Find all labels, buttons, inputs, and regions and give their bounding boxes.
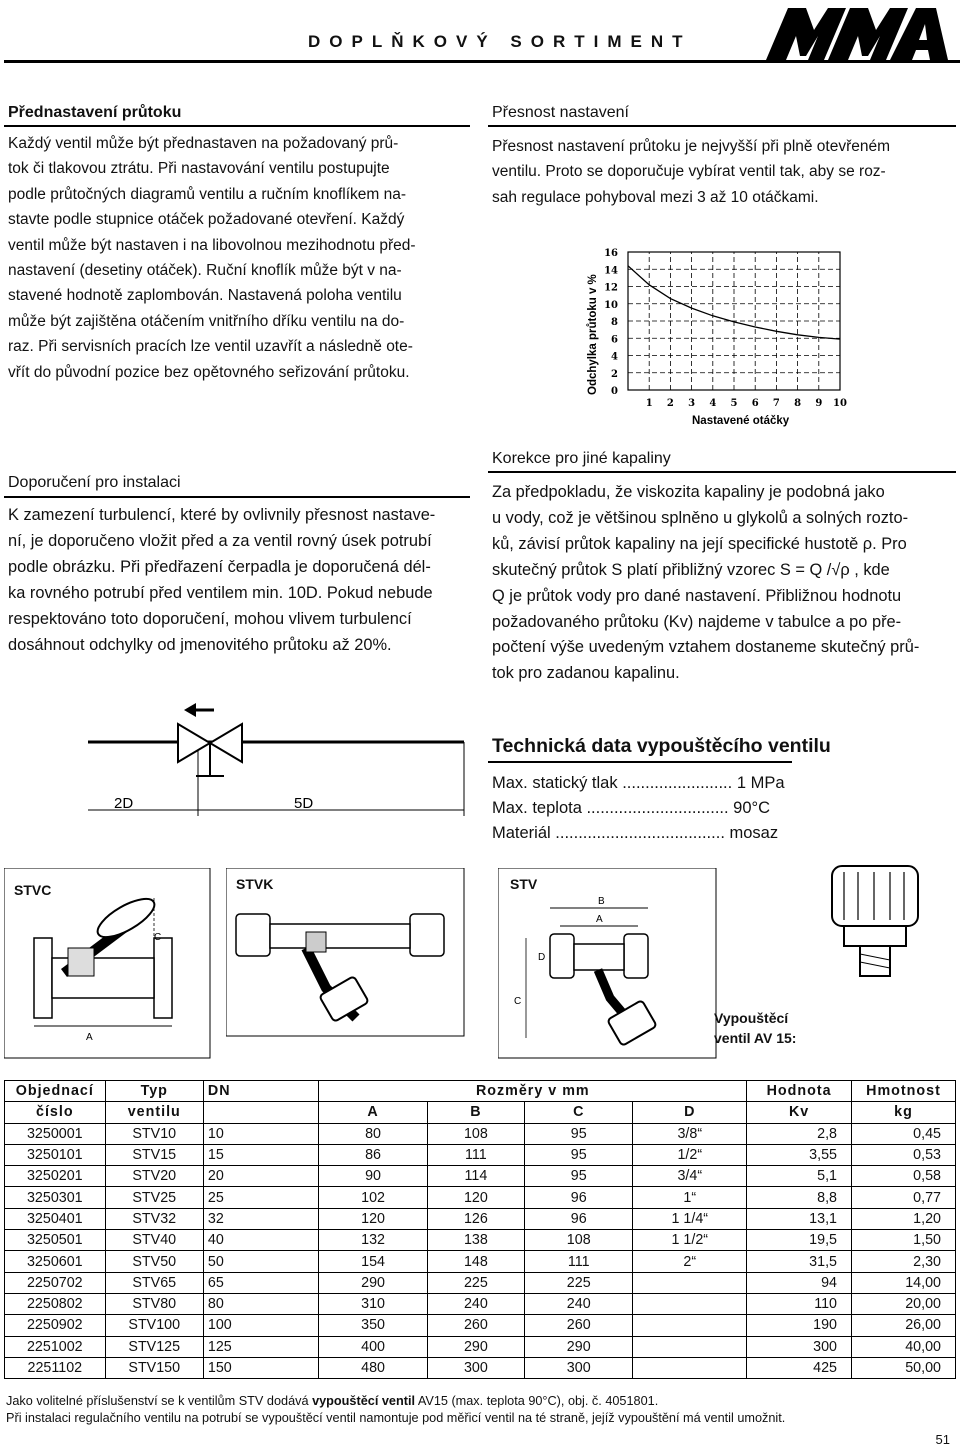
- table-cell: 108: [427, 1123, 524, 1144]
- table-cell: 3250001: [5, 1123, 106, 1144]
- table-cell: 0,58: [852, 1166, 956, 1187]
- table-cell: 240: [525, 1293, 633, 1314]
- valve-data-table: [4, 1080, 956, 1379]
- table-cell: 225: [525, 1272, 633, 1293]
- text-line: K zamezení turbulencí, které by ovlivnily přesnost nastave-: [8, 506, 436, 524]
- table-cell: 154: [319, 1251, 427, 1272]
- accuracy-underline: [488, 125, 956, 127]
- text-line: respektováno toto doporučení, mohou vlivem turbulencí: [8, 609, 412, 628]
- table-cell: 20: [203, 1166, 319, 1187]
- table-cell: 350: [319, 1315, 427, 1336]
- chart-x-tick-label: 6: [751, 398, 759, 409]
- table-cell: STV50: [105, 1251, 203, 1272]
- table-cell: 290: [525, 1336, 633, 1357]
- text-line: podle obrázku. Při předřazení čerpadla je doporučená dél-: [8, 557, 431, 576]
- table-cell: 110: [747, 1293, 852, 1314]
- table-cell: [633, 1336, 747, 1357]
- spec-row-pressure: Max. statický tlak ........................ 1 MPa: [492, 774, 785, 792]
- table-cell: 86: [319, 1144, 427, 1165]
- table-cell: 15: [203, 1144, 319, 1165]
- table-row: [5, 1230, 956, 1251]
- figure-stv-label: STV: [510, 876, 538, 892]
- table-row: [5, 1272, 956, 1293]
- chart-x-tick-label: 5: [730, 398, 738, 409]
- correction-underline: [488, 471, 956, 473]
- table-row: [5, 1166, 956, 1187]
- page-number: 51: [935, 1432, 950, 1447]
- chart-y-tick-label: 14: [604, 265, 618, 277]
- table-header-cell: kg: [852, 1102, 956, 1123]
- footer-note-2: Při instalaci regulačního ventilu na potrubí se vypouštěcí ventil namontuje pod měřicí ventil na té straně, jejíž vypouštění má ventil umožnit.: [6, 1411, 786, 1425]
- table-header-row: [5, 1081, 956, 1102]
- table-cell: 138: [427, 1230, 524, 1251]
- table-header-cell: C: [525, 1102, 633, 1123]
- dimension-2d-label: 2D: [114, 795, 134, 812]
- text-line: ní, je doporučeno vložit před a za ventil rovný úsek potrubí: [8, 531, 432, 550]
- table-cell: 125: [203, 1336, 319, 1357]
- table-cell: 96: [525, 1208, 633, 1229]
- preset-heading: Přednastavení průtoku: [8, 104, 182, 121]
- table-cell: 2250802: [5, 1293, 106, 1314]
- chart-y-tick-label: 10: [604, 299, 618, 311]
- drain-valve-label: [714, 1008, 796, 1048]
- chart-x-tick-label: 8: [794, 398, 802, 409]
- table-cell: 0,53: [852, 1144, 956, 1165]
- chart-x-tick-label: 9: [815, 398, 823, 409]
- table-cell: 132: [319, 1230, 427, 1251]
- installation-diagram: [88, 700, 468, 820]
- table-cell: 240: [427, 1293, 524, 1314]
- text-line: skutečný průtok S platí přibližný vzorec S = Q /√ρ , kde: [492, 560, 890, 579]
- table-cell: 1 1/2“: [633, 1230, 747, 1251]
- correction-heading: Korekce pro jiné kapaliny: [492, 450, 671, 467]
- table-cell: STV150: [105, 1357, 203, 1378]
- chart-y-tick-label: 2: [611, 368, 618, 380]
- dimension-a-label: A: [596, 914, 603, 925]
- chart-x-axis-label: Nastavené otáčky: [692, 415, 790, 427]
- table-cell: [633, 1293, 747, 1314]
- table-cell: STV15: [105, 1144, 203, 1165]
- table-cell: 100: [203, 1315, 319, 1336]
- table-cell: 290: [427, 1336, 524, 1357]
- table-cell: 96: [525, 1187, 633, 1208]
- correction-paragraph: [492, 480, 958, 687]
- chart-y-tick-label: 6: [611, 334, 618, 346]
- table-cell: 225: [427, 1272, 524, 1293]
- table-cell: STV25: [105, 1187, 203, 1208]
- table-cell: 90: [319, 1166, 427, 1187]
- table-header-row: [5, 1102, 956, 1123]
- text-line: tok či tlakovou ztrátu. Při nastavování ventilu postupujte: [8, 160, 390, 178]
- table-cell: 0,77: [852, 1187, 956, 1208]
- table-cell: 3250601: [5, 1251, 106, 1272]
- table-cell: 10: [203, 1123, 319, 1144]
- table-cell: 480: [319, 1357, 427, 1378]
- table-row: [5, 1144, 956, 1165]
- tech-data-heading: Technická data vypouštěcího ventilu: [492, 735, 831, 757]
- table-cell: 3,55: [747, 1144, 852, 1165]
- table-row: [5, 1251, 956, 1272]
- text-line: ventilu. Proto se doporučuje vybírat ventil tak, aby se roz-: [492, 163, 886, 181]
- table-cell: 108: [525, 1230, 633, 1251]
- table-cell: STV65: [105, 1272, 203, 1293]
- stv-valve-drawing: [498, 868, 718, 1060]
- table-cell: 95: [525, 1166, 633, 1187]
- table-cell: 300: [747, 1336, 852, 1357]
- table-cell: 20,00: [852, 1293, 956, 1314]
- footer-note-1: Jako volitelné příslušenství se k ventilům STV dodává vypouštěcí ventil AV15 (max. teplota 90°C), obj. č. 4051801.: [6, 1394, 659, 1408]
- preset-underline: [4, 125, 470, 127]
- table-cell: STV10: [105, 1123, 203, 1144]
- text-line: ventil může být nastaven i na libovolnou mezihodnotu před-: [8, 236, 416, 254]
- text-line: sah regulace pohyboval mezi 3 až 10 otáčkami.: [492, 188, 819, 206]
- table-cell: [633, 1272, 747, 1293]
- install-heading: Doporučení pro instalaci: [8, 474, 181, 491]
- table-row: [5, 1357, 956, 1378]
- table-header-cell: Rozměry v mm: [319, 1081, 747, 1102]
- text-line: Q je průtok vody pro dané nastavení. Přibližnou hodnotu: [492, 586, 902, 605]
- chart-y-tick-label: 8: [611, 317, 618, 328]
- table-cell: 260: [525, 1315, 633, 1336]
- table-cell: 13,1: [747, 1208, 852, 1229]
- table-cell: 40: [203, 1230, 319, 1251]
- text-line: může být zajištěna otáčením vnitřního dříku ventilu na do-: [8, 312, 405, 330]
- company-logo: [766, 8, 956, 65]
- table-row: [5, 1208, 956, 1229]
- table-cell: 290: [319, 1272, 427, 1293]
- text-line: dosáhnout odchylky od jmenovitého průtoku až 20%.: [8, 635, 392, 654]
- table-cell: 2250702: [5, 1272, 106, 1293]
- table-header-cell: D: [633, 1102, 747, 1123]
- chart-x-tick-label: 2: [666, 398, 674, 409]
- table-cell: STV32: [105, 1208, 203, 1229]
- table-cell: 2251102: [5, 1357, 106, 1378]
- chart-y-tick-label: 4: [611, 351, 618, 363]
- dimension-c-label: C: [154, 932, 162, 943]
- table-cell: 31,5: [747, 1251, 852, 1272]
- text-line: nastavení (desetiny otáček). Ruční knoflík může být v na-: [8, 262, 402, 280]
- table-cell: 80: [319, 1123, 427, 1144]
- chart-y-tick-label: 12: [604, 282, 618, 294]
- table-header-cell: Hmotnost: [852, 1081, 956, 1102]
- table-cell: 2,30: [852, 1251, 956, 1272]
- table-cell: 95: [525, 1144, 633, 1165]
- table-header-cell: Objednací: [5, 1081, 106, 1102]
- table-cell: 65: [203, 1272, 319, 1293]
- table-row: [5, 1336, 956, 1357]
- table-cell: 2,8: [747, 1123, 852, 1144]
- accuracy-heading: Přesnost nastavení: [492, 104, 629, 121]
- table-cell: 0,45: [852, 1123, 956, 1144]
- chart-y-tick-label: 16: [604, 248, 618, 259]
- table-cell: 260: [427, 1315, 524, 1336]
- install-paragraph: [8, 503, 476, 658]
- table-cell: 80: [203, 1293, 319, 1314]
- text-line: stavte podle stupnice otáček požadované otevření. Každý: [8, 211, 405, 229]
- table-header-cell: DN: [203, 1081, 319, 1102]
- table-cell: 1“: [633, 1187, 747, 1208]
- dimension-c-label: C: [514, 996, 522, 1007]
- table-cell: STV20: [105, 1166, 203, 1187]
- table-cell: 111: [427, 1144, 524, 1165]
- table-cell: 111: [525, 1251, 633, 1272]
- table-cell: 32: [203, 1208, 319, 1229]
- table-cell: 148: [427, 1251, 524, 1272]
- text-line: Za předpokladu, že viskozita kapaliny je podobná jako: [492, 483, 885, 501]
- text-line: požadovaného průtoku (Kv) najdeme v tabulce a po pře-: [492, 612, 902, 631]
- spec-row-material: Materiál ..................................... mosaz: [492, 824, 779, 842]
- stvc-valve-drawing: [4, 868, 212, 1060]
- table-cell: STV100: [105, 1315, 203, 1336]
- table-cell: 50,00: [852, 1357, 956, 1378]
- table-row: [5, 1123, 956, 1144]
- table-cell: 95: [525, 1123, 633, 1144]
- table-header-cell: B: [427, 1102, 524, 1123]
- table-cell: 8,8: [747, 1187, 852, 1208]
- text-line: počtení výše uvedeným vztahem dostaneme skutečný prů-: [492, 638, 920, 657]
- chart-x-tick-label: 4: [709, 398, 717, 409]
- chart-y-axis-label: Odchylka průtoku v %: [587, 274, 599, 395]
- dimension-b-label: B: [598, 896, 605, 907]
- drain-valve-av15-drawing: [804, 860, 940, 980]
- dimension-d-label: D: [538, 952, 546, 963]
- table-cell: 1,20: [852, 1208, 956, 1229]
- table-header-cell: A: [319, 1102, 427, 1123]
- table-cell: 2250902: [5, 1315, 106, 1336]
- table-cell: 1/2“: [633, 1144, 747, 1165]
- text-line: Přesnost nastavení průtoku je nejvyšší při plně otevřeném: [492, 138, 891, 155]
- text-line: ků, závisí průtok kapaliny na její specifické hustotě ρ. Pro: [492, 534, 907, 553]
- text-line: vřít do původní pozice bez opětovného seřizování průtoku.: [8, 363, 410, 381]
- table-cell: 3250101: [5, 1144, 106, 1165]
- chart-y-tick-label: 0: [611, 386, 618, 397]
- text-line: tok pro zadanou kapalinu.: [492, 664, 680, 683]
- table-cell: 120: [427, 1187, 524, 1208]
- text-line: podle průtočných diagramů ventilu a ručním knoflíkem na-: [8, 185, 407, 203]
- table-cell: 25: [203, 1187, 319, 1208]
- valve-symbol: [178, 724, 210, 762]
- table-cell: 310: [319, 1293, 427, 1314]
- preset-paragraph: [8, 131, 474, 385]
- text-line: ventil AV 15:: [714, 1030, 797, 1046]
- text-line: Každý ventil může být přednastaven na požadovaný prů-: [8, 135, 399, 152]
- table-header-cell: Typ: [105, 1081, 203, 1102]
- table-header-cell: Kv: [747, 1102, 852, 1123]
- table-header-cell: [203, 1102, 319, 1123]
- text-line: raz. Při servisních pracích lze ventil uzavřít a následně ote-: [8, 338, 413, 356]
- table-row: [5, 1187, 956, 1208]
- text-line: Vypouštěcí: [714, 1010, 789, 1026]
- table-cell: 26,00: [852, 1315, 956, 1336]
- table-cell: 114: [427, 1166, 524, 1187]
- table-cell: 120: [319, 1208, 427, 1229]
- table-cell: [633, 1315, 747, 1336]
- tech-data-underline: [488, 761, 792, 763]
- table-row: [5, 1315, 956, 1336]
- table-cell: 3250201: [5, 1166, 106, 1187]
- table-cell: [633, 1357, 747, 1378]
- table-cell: STV125: [105, 1336, 203, 1357]
- spec-row-temperature: Max. teplota ............................... 90°C: [492, 799, 771, 817]
- text-line: ka rovného potrubí před ventilem min. 10D. Pokud nebude: [8, 583, 433, 602]
- table-header-cell: Hodnota: [747, 1081, 852, 1102]
- text-line: stavené hodnotě zaplombován. Nastavená poloha ventilu: [8, 287, 402, 305]
- table-row: [5, 1293, 956, 1314]
- table-cell: 3250401: [5, 1208, 106, 1229]
- table-cell: STV80: [105, 1293, 203, 1314]
- stvk-valve-drawing: [226, 868, 466, 1038]
- table-cell: 300: [525, 1357, 633, 1378]
- table-cell: 1 1/4“: [633, 1208, 747, 1229]
- header-rule: [4, 60, 960, 63]
- table-cell: 300: [427, 1357, 524, 1378]
- chart-x-tick-label: 3: [688, 398, 696, 409]
- table-cell: 102: [319, 1187, 427, 1208]
- table-header-cell: ventilu: [105, 1102, 203, 1123]
- section-header-title: DOPLŇKOVÝ SORTIMENT: [308, 32, 692, 51]
- table-cell: 94: [747, 1272, 852, 1293]
- table-cell: 50: [203, 1251, 319, 1272]
- dimension-5d-label: 5D: [294, 795, 314, 812]
- table-cell: 190: [747, 1315, 852, 1336]
- table-cell: 1,50: [852, 1230, 956, 1251]
- text-line: u vody, což je většinou splněno u glykolů a solných rozto-: [492, 508, 909, 527]
- table-cell: 3/4“: [633, 1166, 747, 1187]
- table-cell: 14,00: [852, 1272, 956, 1293]
- flow-deviation-chart: [578, 238, 858, 434]
- table-cell: 425: [747, 1357, 852, 1378]
- table-cell: 3/8“: [633, 1123, 747, 1144]
- chart-x-tick-label: 10: [833, 398, 847, 409]
- tech-spec-list: [492, 771, 785, 846]
- table-cell: 150: [203, 1357, 319, 1378]
- table-cell: 19,5: [747, 1230, 852, 1251]
- chart-x-tick-label: 7: [772, 398, 780, 409]
- table-cell: 2“: [633, 1251, 747, 1272]
- table-cell: 5,1: [747, 1166, 852, 1187]
- table-header-cell: číslo: [5, 1102, 106, 1123]
- chart-x-tick-label: 1: [645, 398, 653, 409]
- table-cell: 2251002: [5, 1336, 106, 1357]
- accuracy-paragraph: [492, 134, 958, 210]
- table-cell: 40,00: [852, 1336, 956, 1357]
- table-cell: 126: [427, 1208, 524, 1229]
- table-cell: 400: [319, 1336, 427, 1357]
- table-cell: STV40: [105, 1230, 203, 1251]
- figure-stvc-label: STVC: [14, 882, 52, 898]
- figure-stvk-label: STVK: [236, 876, 274, 892]
- table-cell: 3250301: [5, 1187, 106, 1208]
- table-cell: 3250501: [5, 1230, 106, 1251]
- dimension-a-label: A: [86, 1032, 93, 1043]
- install-underline: [4, 496, 470, 498]
